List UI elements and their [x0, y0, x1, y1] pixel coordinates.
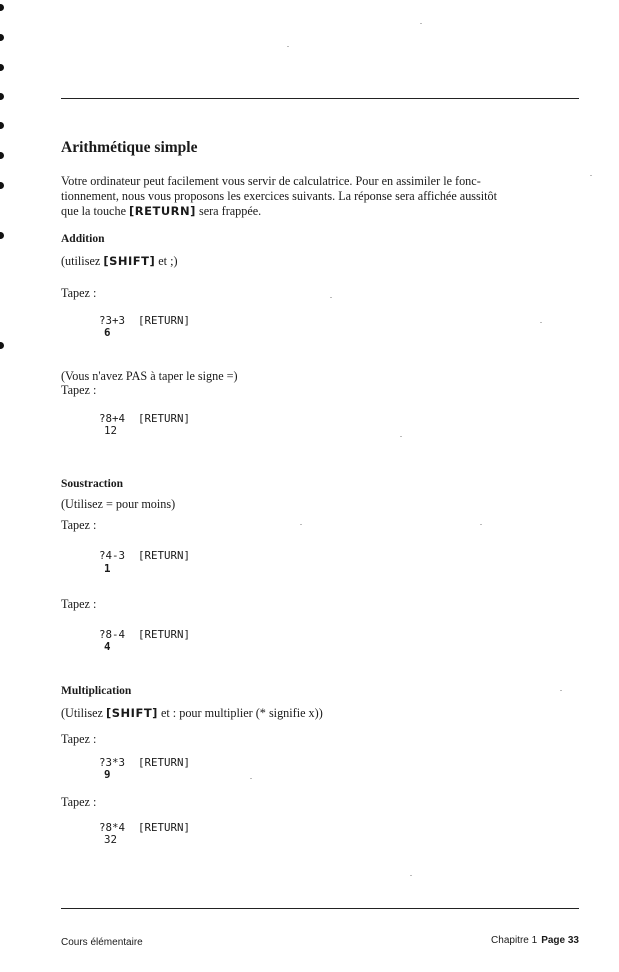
footer-page-info [491, 935, 579, 946]
multiplication-result-1: 9 [104, 768, 111, 781]
top-rule [61, 98, 579, 99]
footer-page-number: Page 33 [541, 935, 579, 946]
multiplication-tapez-1: Tapez : [61, 732, 97, 746]
soustraction-tapez-1: Tapez : [61, 518, 97, 532]
addition-hint: (utilisez [SHIFT] et ;) [61, 254, 178, 268]
addition-result-1: 6 [104, 326, 111, 339]
multiplication-result-2: 32 [104, 833, 118, 846]
soustraction-tapez-2: Tapez : [61, 597, 97, 611]
multiplication-heading: Multiplication [61, 685, 132, 697]
multiplication-code-2: ?8*4 [RETURN] [99, 821, 191, 834]
addition-result-2: 12 [104, 424, 118, 437]
addition-tapez-1: Tapez : [61, 286, 97, 300]
addition-heading: Addition [61, 233, 105, 245]
soustraction-code-1: ?4-3 [RETURN] [99, 549, 191, 562]
multiplication-hint: (Utilisez [SHIFT] et : pour multiplier (* signifie x)) [61, 706, 323, 720]
soustraction-result-2: 4 [104, 640, 111, 653]
intro-line-1: Votre ordinateur peut facilement vous servir de calculatrice. Pour en assimiler le fonc- [61, 174, 481, 188]
shift-key-label-2: [SHIFT] [106, 706, 158, 720]
return-key-label: [RETURN] [129, 204, 196, 218]
soustraction-code-2: ?8-4 [RETURN] [99, 628, 191, 641]
addition-code-2: ?8+4 [RETURN] [99, 412, 191, 425]
section-title: Arithmétique simple [61, 139, 198, 156]
intro-paragraph [61, 174, 579, 219]
multiplication-code-1: ?3*3 [RETURN] [99, 756, 191, 769]
addition-note: (Vous n'avez PAS à taper le signe =) [61, 369, 238, 383]
footer-book-title: Cours élémentaire [61, 937, 143, 948]
bottom-rule [61, 908, 579, 909]
soustraction-heading: Soustraction [61, 478, 123, 490]
addition-tapez-2: Tapez : [61, 383, 97, 397]
addition-code-1: ?3+3 [RETURN] [99, 314, 191, 327]
intro-line-3: que la touche [RETURN] sera frappée. [61, 204, 262, 218]
shift-key-label: [SHIFT] [103, 254, 156, 268]
intro-line-2: tionnement, nous vous proposons les exercices suivants. La réponse sera affichée aussitôt [61, 189, 498, 203]
soustraction-result-1: 1 [104, 562, 111, 575]
footer-chapter: Chapitre 1 [491, 935, 538, 946]
multiplication-tapez-2: Tapez : [61, 795, 97, 809]
binding-holes [0, 0, 6, 380]
soustraction-hint: (Utilisez = pour moins) [61, 497, 176, 511]
